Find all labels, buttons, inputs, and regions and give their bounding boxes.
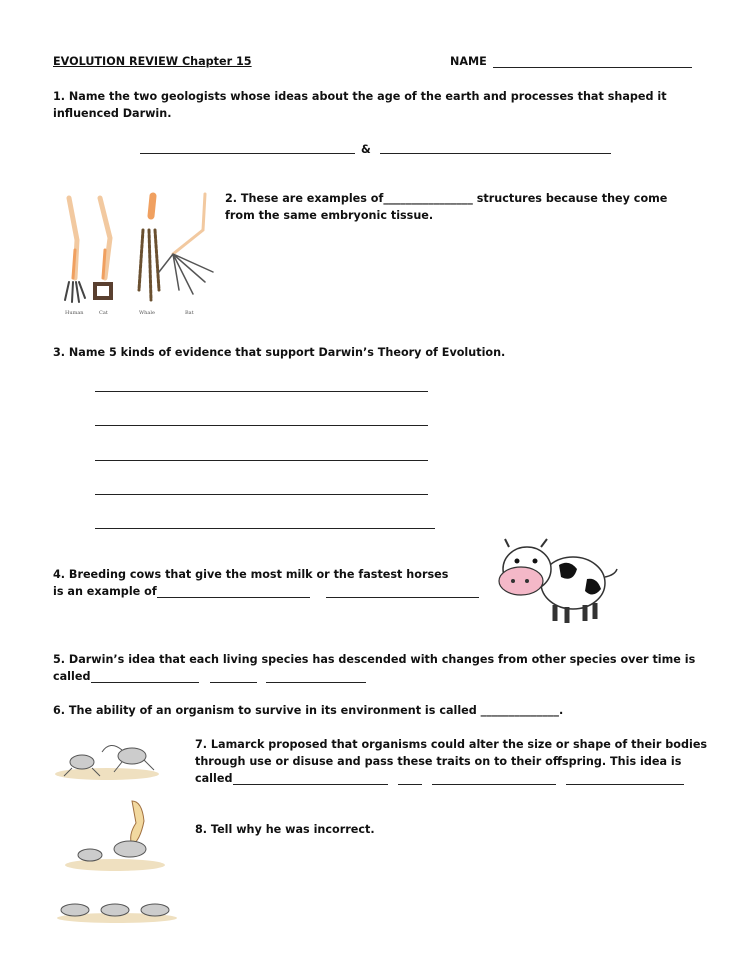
q7-blank-2[interactable] <box>398 784 422 785</box>
q7-blank-1[interactable] <box>233 784 388 785</box>
q3-blank-5[interactable] <box>95 528 435 529</box>
q3-blank-2[interactable] <box>95 425 428 426</box>
q7-blank-3[interactable] <box>432 784 556 785</box>
crabs-image-1 <box>52 730 162 782</box>
q7-line2: through use or disuse and pass these traits on to their offspring. This idea is <box>195 755 682 768</box>
label-cat: Cat <box>99 310 108 316</box>
q1-blank-2[interactable] <box>380 153 611 154</box>
q5-blank-2[interactable] <box>210 682 257 683</box>
q1-line2: influenced Darwin. <box>53 107 172 120</box>
q3-blank-3[interactable] <box>95 460 428 461</box>
q6-text: 6. The ability of an organism to survive in its environment is called ______________. <box>53 704 564 717</box>
name-blank[interactable] <box>493 67 692 68</box>
label-whale: Whale <box>139 310 155 316</box>
crabs-image-2 <box>60 795 170 875</box>
q2-line1: 2. These are examples of________________ structures because they come <box>225 192 668 205</box>
q3-blank-4[interactable] <box>95 494 428 495</box>
cow-image <box>495 535 623 627</box>
q5-blank-1[interactable] <box>91 682 199 683</box>
label-bat: Bat <box>185 310 194 316</box>
q5-line1: 5. Darwin’s idea that each living species has descended with changes from other species over time is <box>53 653 696 666</box>
q4-blank-2[interactable] <box>326 597 479 598</box>
worksheet-title: EVOLUTION REVIEW Chapter 15 <box>53 55 252 68</box>
name-label: NAME <box>450 55 487 68</box>
q4-line2: is an example of <box>53 585 157 598</box>
q5-line2: called <box>53 670 91 683</box>
q1-line1: 1. Name the two geologists whose ideas about the age of the earth and processes that shaped it <box>53 90 667 103</box>
label-human: Human <box>65 310 84 316</box>
q8-text: 8. Tell why he was incorrect. <box>195 823 375 836</box>
q1-blank-1[interactable] <box>140 153 355 154</box>
q1-ampersand: & <box>361 143 371 156</box>
q5-blank-3[interactable] <box>266 682 366 683</box>
q7-blank-4[interactable] <box>566 784 684 785</box>
q3-blank-1[interactable] <box>95 391 428 392</box>
q2-line2: from the same embryonic tissue. <box>225 209 434 222</box>
homologous-limbs-image <box>55 190 215 318</box>
q7-line3: called <box>195 772 233 785</box>
q3-text: 3. Name 5 kinds of evidence that support Darwin’s Theory of Evolution. <box>53 346 506 359</box>
q4-blank-1[interactable] <box>157 597 310 598</box>
q4-line1: 4. Breeding cows that give the most milk or the fastest horses <box>53 568 449 581</box>
crabs-image-3 <box>55 898 180 924</box>
q7-line1: 7. Lamarck proposed that organisms could alter the size or shape of their bodies <box>195 738 708 751</box>
